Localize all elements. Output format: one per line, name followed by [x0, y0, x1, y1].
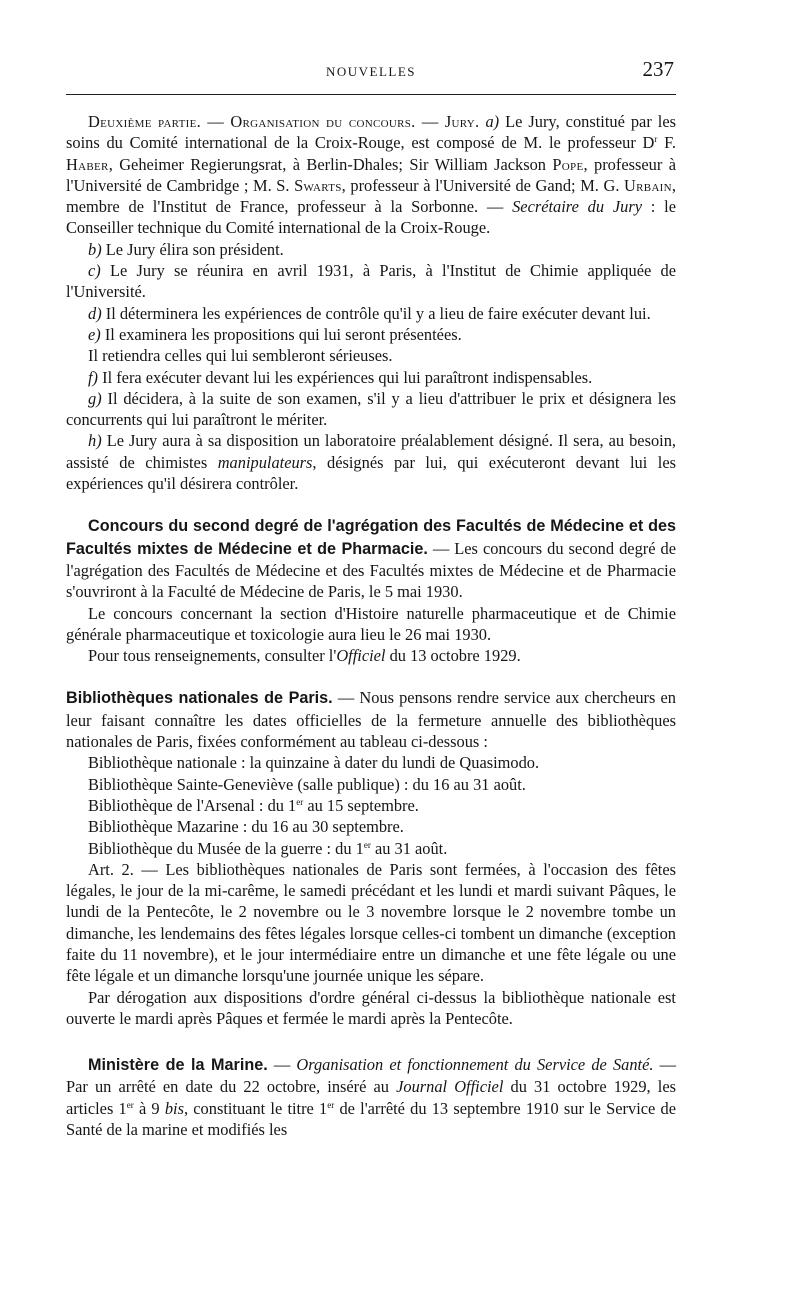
- spacer: [66, 494, 676, 515]
- spacer: [66, 1029, 676, 1054]
- list-item: Bibliothèque Mazarine : du 16 au 30 septembre.: [88, 817, 404, 837]
- jury-item-f: f) Il fera exécuter devant lui les expériences qui lui paraîtront indispensables.: [88, 367, 593, 387]
- concours-paragraph-2: Le concours concernant la section d'Histoire naturelle pharmaceutique et de Chimie générale pharmaceutique et toxicologie aura lieu le 26 mai 1930.: [66, 603, 676, 644]
- list-item: Bibliothèque Sainte-Geneviève (salle publique) : du 16 au 31 août.: [88, 774, 526, 794]
- concours-heading: Concours du second degré de l'agrégation des Facultés de Médecine et des Facultés mixtes de Médecine et de Pharmacie.: [66, 517, 676, 558]
- list-item: Bibliothèque du Musée de la guerre : du 1er au 31 août.: [88, 838, 448, 858]
- page-header: [66, 57, 676, 95]
- concours-paragraph-3: Pour tous renseignements, consulter l'Officiel du 13 octobre 1929.: [88, 646, 521, 666]
- jury-item-e-continued: Il retiendra celles qui lui sembleront sérieuses.: [88, 346, 393, 366]
- page-number: 237: [642, 57, 674, 81]
- jury-paragraph: Deuxième partie. — Organisation du concours. — Jury. a) Le Jury, constitué par les soins du Comité international de la Croix-Rouge, est composé de M. le professeur $D^r$ F. Haber, Geheimer Regierungsrat, à Berlin-Dhales; Sir William Jackson Pope, professeur à l'Université de Cambridge ; M. S. Swarts, professeur à l'Université de Gand; M. G. Urbain, membre de l'Institut de France, professeur à la Sorbonne. — Secrétaire du Jury : le Conseiller technique du Comité international de la Croix-Rouge.: [66, 112, 677, 238]
- spacer: [66, 666, 676, 687]
- article-2-paragraph: Art. 2. — Les bibliothèques nationales de Paris sont fermées, à l'occasion des fêtes légales, le jour de la mi-carême, le samedi précédant et les lundi et mardi suivant Pâques, le lundi de la Pentecôte, le 2 novembre ou le 3 novembre lorsque le 2 novembre tombe un dimanche, les lendemains des fêtes légales lorsque celles-ci tombent un dimanche (exception faite du 11 novembre), et le jour intermédiaire entre un dimanche et une fête légale ou une fête légale et un dimanche lorsqu'une journée unique les sépare.: [66, 859, 676, 986]
- list-item: Bibliothèque nationale : la quinzaine à dater du lundi de Quasimodo.: [88, 753, 540, 773]
- jury-item-g: g) Il décidera, à la suite de son examen, s'il y a lieu d'attribuer le prix et désignera les concurrents qui lui paraîtront le mériter.: [66, 388, 676, 430]
- jury-item-e: e) Il examinera les propositions qui lui seront présentées.: [88, 324, 462, 344]
- jury-section-label: Deuxième partie. — Organisation du concours. — Jury.: [88, 112, 480, 131]
- jury-item-h: h) Le Jury aura à sa disposition un laboratoire préalablement désigné. Il sera, au besoin, assisté de chimistes manipulateurs, désignés par lui, qui exécuteront devant lui les expériences qu'il désirera contrôler.: [66, 431, 676, 494]
- bibliotheques-heading: Bibliothèques nationales de Paris.: [66, 689, 333, 708]
- marine-paragraph: Ministère de la Marine. — Organisation et fonctionnement du Service de Santé. — Par un arrêté en date du 22 octobre, inséré au Journal Officiel du 31 octobre 1929, les articles 1er à 9 bis, constituant le titre 1er de l'arrêté du 13 septembre 1910 sur le Service de Santé de la marine et modifiés les: [66, 1055, 676, 1140]
- page-body: [66, 111, 676, 1140]
- list-item: Bibliothèque de l'Arsenal : du 1er au 15 septembre.: [88, 795, 419, 815]
- running-title: NOUVELLES: [325, 64, 417, 79]
- concours-paragraph: Concours du second degré de l'agrégation des Facultés de Médecine et des Facultés mixtes de Médecine et de Pharmacie. — Les concours du second degré de l'agrégation des Facultés de Médecine et des Facultés mixtes de Médecine et de Pharmacie s'ouvriront à la Faculté de Médecine de Paris, le 5 mai 1930.: [66, 517, 676, 602]
- derogation-paragraph: Par dérogation aux dispositions d'ordre général ci-dessus la bibliothèque nationale est ouverte le mardi après Pâques et fermée le mardi après la Pentecôte.: [66, 987, 676, 1028]
- bibliotheques-paragraph: Bibliothèques nationales de Paris. — Nous pensons rendre service aux chercheurs en leur faisant connaître les dates officielles de la fermeture annuelle des bibliothèques nationales de Paris, fixées conformément au tableau ci-dessous :: [66, 688, 676, 752]
- jury-item-b: b) Le Jury élira son président.: [88, 239, 284, 259]
- marine-heading: Ministère de la Marine.: [88, 1056, 268, 1075]
- jury-item-d: d) Il déterminera les expériences de contrôle qu'il y a lieu de faire exécuter devant lui.: [88, 303, 651, 323]
- jury-item-c: c) Le Jury se réunira en avril 1931, à Paris, à l'Institut de Chimie appliquée de l'Université.: [66, 261, 676, 302]
